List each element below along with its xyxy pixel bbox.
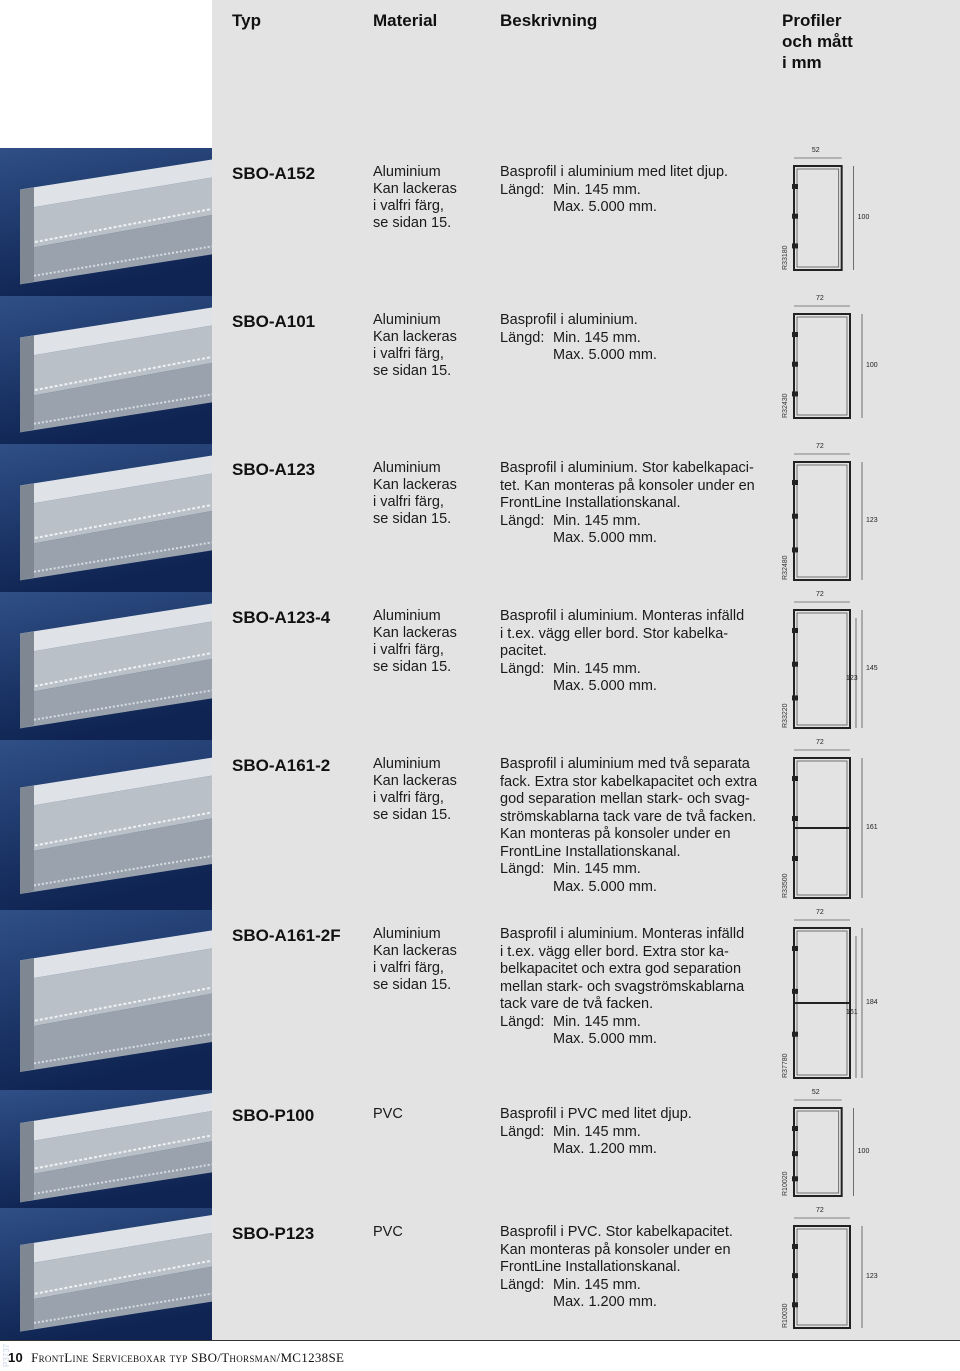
length-label: Längd:: [500, 1276, 545, 1293]
profile-inner-outline: [797, 1229, 847, 1325]
profile-drawing: [770, 591, 880, 736]
material-line: se sidan 15.: [373, 511, 452, 527]
product-photo: [0, 444, 212, 592]
length-max: Max. 5.000 mm.: [553, 878, 657, 895]
length-max: Max. 5.000 mm.: [553, 678, 657, 694]
material-line: Aluminium: [373, 608, 441, 624]
description-line: Basprofil i aluminium med två separata: [500, 756, 750, 772]
length-min: Min. 145 mm.: [553, 1276, 641, 1293]
profile-clip: [792, 628, 798, 633]
material-line: i valfri färg,: [373, 346, 444, 362]
profile-inner-outline: [797, 317, 847, 415]
length-max-line: [500, 678, 765, 696]
product-model: SBO-P123: [232, 1224, 315, 1243]
profile-end-cap: [20, 1243, 34, 1332]
length-min: Min. 145 mm.: [553, 329, 641, 346]
product-material: [373, 460, 488, 528]
profile-drawing-svg: [770, 300, 880, 440]
product-model: SBO-A101: [232, 312, 316, 331]
photo-code-text: P3737: [2, 1343, 11, 1367]
length-max-line: [500, 1294, 765, 1312]
profile-clip: [792, 547, 798, 552]
product-photo-image: [0, 910, 212, 1090]
profile-end-cap: [20, 1121, 34, 1202]
length-max: Max. 1.200 mm.: [553, 1141, 657, 1157]
material-line: Aluminium: [373, 756, 441, 772]
profile-outline: [794, 462, 850, 580]
description-line: Basprofil i aluminium.: [500, 312, 638, 328]
profile-code: R10020: [782, 1171, 789, 1196]
length-label: Längd:: [500, 512, 545, 529]
profile-height: 100: [857, 214, 870, 221]
material-line: PVC: [373, 1106, 403, 1122]
length-max: Max. 5.000 mm.: [553, 1031, 657, 1047]
profile-height: 145: [866, 665, 878, 672]
description-line: god separation mellan stark- och svag-: [500, 791, 750, 807]
profile-clip: [792, 695, 798, 700]
material-line: se sidan 15.: [373, 807, 452, 823]
profile-code: R33220: [782, 703, 789, 728]
product-row: [0, 910, 960, 1090]
description-line: pacitet.: [500, 643, 547, 659]
profile-width: 52: [811, 147, 820, 154]
product-photo-image: [0, 1090, 212, 1208]
table-header: [212, 0, 960, 148]
product-photo-image: [0, 148, 212, 296]
profile-width: 72: [816, 1207, 824, 1214]
length-min-line: [500, 861, 765, 879]
profile-clip: [792, 214, 798, 219]
profile-end-cap: [20, 958, 34, 1072]
description-line: Kan monteras på konsoler under en: [500, 826, 731, 842]
profile-drawing: [770, 1089, 880, 1204]
product-photo: [0, 910, 212, 1090]
photo-code: [2, 1154, 16, 1204]
profile-height: 123: [866, 517, 878, 524]
footer-brand: FrontLine Serviceboxar typ SBO/Thorsman/MC1238SE: [31, 1350, 345, 1365]
material-line: se sidan 15.: [373, 977, 452, 993]
material-line: se sidan 15.: [373, 363, 452, 379]
page-footer: [0, 1340, 960, 1371]
length-label: Längd:: [500, 181, 545, 198]
length-min: Min. 145 mm.: [553, 861, 641, 877]
product-row: [0, 740, 960, 910]
profile-height: 100: [857, 1148, 870, 1155]
profile-clip: [792, 1126, 798, 1131]
profile-code: R32480: [782, 555, 789, 580]
photo-code: [2, 390, 16, 440]
profile-height: 123: [866, 1273, 878, 1280]
profile-clip: [792, 816, 798, 821]
length-label: Längd:: [500, 861, 545, 877]
material-line: Kan lackeras: [373, 181, 457, 197]
header-material: Material: [373, 11, 438, 30]
profile-height: 161: [866, 824, 878, 831]
description-line: Kan monteras på konsoler under en: [500, 1241, 731, 1258]
material-line: Aluminium: [373, 312, 441, 328]
profile-clip: [792, 514, 798, 519]
profile-clip: [792, 856, 798, 861]
profile-clip: [792, 391, 798, 396]
header-profiler-line1: Profiler: [782, 11, 842, 30]
profile-width: 52: [811, 1089, 820, 1096]
product-model: SBO-A152: [232, 164, 316, 183]
profile-height-inner: 123: [846, 675, 858, 682]
profile-drawing: [770, 739, 880, 906]
length-label: Längd:: [500, 329, 545, 346]
profile-clip: [792, 1273, 798, 1278]
length-min: Min. 145 mm.: [553, 181, 641, 198]
profile-end-cap: [20, 187, 34, 284]
product-model: SBO-A123-4: [232, 608, 331, 627]
profile-clip: [792, 243, 798, 248]
profile-outline: [794, 1108, 842, 1196]
product-description: [500, 756, 765, 896]
product-model: SBO-P100: [232, 1106, 315, 1125]
profile-clip: [792, 989, 798, 994]
profile-width: 72: [816, 909, 824, 916]
description-line: i t.ex. vägg eller bord. Extra stor ka-: [500, 943, 729, 960]
product-photo-image: [0, 296, 212, 444]
length-max-line: [500, 199, 765, 217]
length-min: Min. 145 mm.: [553, 1013, 641, 1030]
profile-outline: [794, 610, 850, 728]
length-min-line: [500, 1124, 765, 1142]
material-line: i valfri färg,: [373, 494, 444, 510]
length-max-line: [500, 530, 765, 548]
material-line: Kan lackeras: [373, 477, 457, 493]
description-line: fack. Extra stor kabelkapacitet och extra: [500, 773, 758, 790]
photo-code: [2, 538, 16, 588]
photo-code: [2, 1036, 16, 1086]
product-material: [373, 1224, 488, 1241]
length-min: Min. 145 mm.: [553, 1123, 641, 1140]
profile-code: R10030: [782, 1303, 789, 1328]
material-line: se sidan 15.: [373, 215, 452, 231]
profile-drawing: [770, 443, 880, 588]
profile-code: R32430: [782, 393, 789, 418]
length-min-line: [500, 513, 765, 531]
product-material: [373, 926, 488, 994]
material-line: Aluminium: [373, 460, 441, 476]
profile-drawing: [770, 909, 880, 1086]
length-max: Max. 5.000 mm.: [553, 530, 657, 546]
profile-clip: [792, 1032, 798, 1037]
profile-code: R33500: [782, 873, 789, 898]
product-model: SBO-A123: [232, 460, 316, 479]
material-line: Kan lackeras: [373, 943, 457, 959]
header-typ: Typ: [232, 11, 261, 30]
product-photo: [0, 296, 212, 444]
description-line: mellan stark- och svagströmskablarna: [500, 978, 745, 995]
product-photo: [0, 740, 212, 910]
profile-code: R37780: [782, 1053, 789, 1078]
profile-height: 100: [866, 362, 878, 369]
description-line: Basprofil i aluminium med litet djup.: [500, 164, 729, 180]
photo-code: [2, 856, 16, 906]
product-description: [500, 460, 765, 548]
product-row: [0, 148, 960, 296]
profile-inner-outline: [797, 465, 847, 577]
material-line: Kan lackeras: [373, 329, 457, 345]
length-min: Min. 145 mm.: [553, 660, 641, 677]
product-description: [500, 926, 765, 1049]
description-line: FrontLine Installationskanal.: [500, 495, 681, 511]
profile-clip: [792, 1176, 798, 1181]
profile-clip: [792, 184, 798, 189]
product-photo-image: [0, 1208, 212, 1340]
material-line: Aluminium: [373, 926, 441, 942]
description-line: Basprofil i aluminium. Stor kabelkapaci-: [500, 460, 754, 476]
profile-clip: [792, 662, 798, 667]
profile-height: 184: [866, 999, 878, 1006]
profile-outline: [794, 166, 842, 270]
product-material: [373, 312, 488, 380]
product-description: [500, 608, 765, 696]
profile-end-cap: [20, 335, 34, 432]
photo-code: [2, 686, 16, 736]
description-line: FrontLine Installationskanal.: [500, 843, 681, 860]
product-model: SBO-A161-2: [232, 756, 331, 775]
description-line: tet. Kan monteras på konsoler under en: [500, 477, 755, 494]
profile-clip: [792, 362, 798, 367]
profile-clip: [792, 480, 798, 485]
material-line: se sidan 15.: [373, 659, 452, 675]
length-max: Max. 5.000 mm.: [553, 347, 657, 363]
product-row: [0, 444, 960, 592]
profile-outline: [794, 1226, 850, 1328]
profile-inner-outline: [797, 1111, 839, 1193]
footer-rule: [0, 1340, 960, 1341]
material-line: i valfri färg,: [373, 198, 444, 214]
length-min-line: [500, 182, 765, 200]
profile-clip: [792, 1151, 798, 1156]
profile-drawing: [770, 1207, 880, 1336]
profile-drawing: [770, 147, 880, 292]
footer-text: [8, 1350, 344, 1366]
product-description: [500, 1106, 765, 1159]
profile-height-inner: 161: [846, 1009, 858, 1016]
profile-width: 72: [816, 591, 824, 598]
product-material: [373, 1106, 488, 1123]
profile-clip: [792, 1302, 798, 1307]
profile-width: 72: [816, 295, 824, 302]
material-line: i valfri färg,: [373, 960, 444, 976]
product-description: [500, 164, 765, 217]
profile-clip: [792, 1244, 798, 1249]
profile-clip: [792, 332, 798, 337]
description-line: Basprofil i PVC med litet djup.: [500, 1106, 692, 1122]
header-profiler: [782, 10, 902, 73]
profile-end-cap: [20, 631, 34, 728]
product-photo: [0, 592, 212, 740]
length-max-line: [500, 879, 765, 897]
product-description: [500, 1224, 765, 1312]
profile-inner-outline: [797, 169, 839, 267]
profile-width: 72: [816, 739, 824, 746]
header-profiler-line3: i mm: [782, 53, 822, 72]
profile-clip: [792, 946, 798, 951]
profile-inner-outline: [797, 613, 847, 725]
description-line: FrontLine Installationskanal.: [500, 1259, 681, 1275]
profile-end-cap: [20, 786, 34, 894]
profile-drawing-svg: [770, 152, 880, 292]
length-label: Längd:: [500, 660, 545, 677]
description-line: tack vare de två facken.: [500, 996, 654, 1012]
material-line: i valfri färg,: [373, 790, 444, 806]
description-line: belkapacitet och extra god separation: [500, 961, 742, 977]
length-label: Längd:: [500, 1123, 545, 1140]
length-max-line: [500, 1141, 765, 1159]
length-min-line: [500, 661, 765, 679]
product-photo-image: [0, 740, 212, 910]
page-number: 10: [8, 1350, 24, 1365]
product-photo-image: [0, 592, 212, 740]
length-max-line: [500, 347, 765, 365]
product-model: SBO-A161-2F: [232, 926, 341, 945]
length-min-line: [500, 1014, 765, 1032]
product-row: [0, 1090, 960, 1208]
product-photo: [0, 148, 212, 296]
length-max-line: [500, 1031, 765, 1049]
length-label: Längd:: [500, 1013, 545, 1030]
profile-code: R33180: [782, 245, 789, 270]
product-photo: [0, 1090, 212, 1208]
material-line: i valfri färg,: [373, 642, 444, 658]
description-line: Basprofil i aluminium. Monteras infälld: [500, 608, 745, 624]
product-material: [373, 608, 488, 676]
description-line: Basprofil i PVC. Stor kabelkapacitet.: [500, 1224, 733, 1240]
product-photo-image: [0, 444, 212, 592]
length-min: Min. 145 mm.: [553, 512, 641, 529]
profile-width: 72: [816, 443, 824, 450]
product-row: [0, 592, 960, 740]
length-min-line: [500, 1277, 765, 1295]
photo-code: [2, 242, 16, 292]
product-description: [500, 312, 765, 365]
description-line: i t.ex. vägg eller bord. Stor kabelka-: [500, 625, 729, 642]
length-max: Max. 5.000 mm.: [553, 199, 657, 215]
length-min-line: [500, 330, 765, 348]
profile-end-cap: [20, 483, 34, 580]
product-material: [373, 756, 488, 824]
profile-drawing: [770, 295, 880, 440]
profile-clip: [792, 776, 798, 781]
material-line: Aluminium: [373, 164, 441, 180]
material-line: Kan lackeras: [373, 625, 457, 641]
header-profiler-line2: och mått: [782, 32, 853, 51]
material-line: PVC: [373, 1224, 403, 1240]
header-beskrivning: Beskrivning: [500, 11, 598, 30]
description-line: strömskablarna tack vare de två facken.: [500, 808, 757, 825]
material-line: Kan lackeras: [373, 773, 457, 789]
profile-outline: [794, 314, 850, 418]
product-material: [373, 164, 488, 232]
description-line: Basprofil i aluminium. Monteras infälld: [500, 926, 745, 942]
product-row: [0, 296, 960, 444]
length-max: Max. 1.200 mm.: [553, 1294, 657, 1310]
